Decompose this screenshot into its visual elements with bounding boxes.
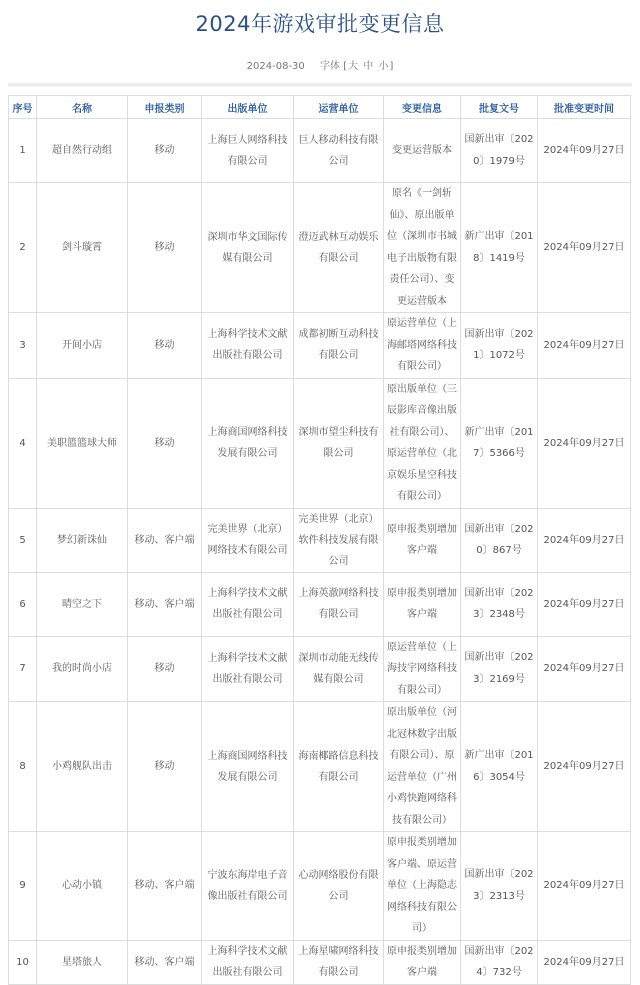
cell-change-info: 原申报类别增加客户端 bbox=[384, 940, 461, 984]
cell-category: 移动、客户端 bbox=[128, 940, 202, 984]
cell-approval-no: 国新出审〔2020〕867号 bbox=[461, 508, 538, 572]
cell-publisher: 上海科学技术文献出版社有限公司 bbox=[202, 572, 294, 636]
font-size-label: 字体 bbox=[319, 61, 340, 72]
cell-publisher: 上海巨人网络科技有限公司 bbox=[202, 119, 294, 183]
cell-name: 晴空之下 bbox=[37, 572, 128, 636]
bracket-close: ] bbox=[389, 61, 394, 72]
publish-date: 2024-08-30 bbox=[246, 61, 305, 72]
cell-approval-no: 国新出审〔2023〕2348号 bbox=[461, 572, 538, 636]
cell-no: 2 bbox=[9, 183, 37, 313]
cell-approval-no: 新广出审〔2016〕3054号 bbox=[461, 702, 538, 832]
header-no: 序号 bbox=[9, 96, 37, 119]
cell-approval-date: 2024年09月27日 bbox=[538, 508, 631, 572]
cell-change-info: 原申报类别增加客户端 bbox=[384, 508, 461, 572]
cell-approval-date: 2024年09月27日 bbox=[538, 313, 631, 379]
font-size-switcher bbox=[320, 61, 393, 72]
cell-name: 梦幻新诛仙 bbox=[37, 508, 128, 572]
cell-no: 7 bbox=[9, 636, 37, 702]
cell-category: 移动 bbox=[128, 702, 202, 832]
cell-approval-no: 国新出审〔2021〕1072号 bbox=[461, 313, 538, 379]
cell-category: 移动、客户端 bbox=[128, 832, 202, 941]
cell-operator: 完美世界（北京）软件科技发展有限公司 bbox=[294, 508, 384, 572]
cell-category: 移动 bbox=[128, 183, 202, 313]
header-operator: 运营单位 bbox=[294, 96, 384, 119]
page-title: 2024年游戏审批变更信息 bbox=[195, 12, 445, 36]
cell-publisher: 上海科学技术文献出版社有限公司 bbox=[202, 313, 294, 379]
cell-no: 8 bbox=[9, 702, 37, 832]
cell-operator: 澄迈武林互动娱乐有限公司 bbox=[294, 183, 384, 313]
cell-operator: 成都初断互动科技有限公司 bbox=[294, 313, 384, 379]
font-size-small-link[interactable]: 小 bbox=[378, 61, 389, 72]
divider bbox=[8, 83, 632, 87]
header-name: 名称 bbox=[37, 96, 128, 119]
cell-publisher: 上海商国网络科技发展有限公司 bbox=[202, 378, 294, 508]
approval-change-table bbox=[8, 95, 631, 985]
header-publisher: 出版单位 bbox=[202, 96, 294, 119]
cell-approval-date: 2024年09月27日 bbox=[538, 378, 631, 508]
cell-name: 小鸡舰队出击 bbox=[37, 702, 128, 832]
cell-operator: 海南椰路信息科技有限公司 bbox=[294, 702, 384, 832]
cell-change-info: 原运营单位（上海技宇网络科技有限公司） bbox=[384, 636, 461, 702]
cell-approval-no: 国新出审〔2024〕732号 bbox=[461, 940, 538, 984]
cell-approval-date: 2024年09月27日 bbox=[538, 702, 631, 832]
cell-name: 心动小镇 bbox=[37, 832, 128, 941]
cell-approval-no: 国新出审〔2023〕2313号 bbox=[461, 832, 538, 941]
cell-category: 移动 bbox=[128, 313, 202, 379]
cell-approval-no: 国新出审〔2023〕2169号 bbox=[461, 636, 538, 702]
cell-publisher: 宁波东海岸电子音像出版社有限公司 bbox=[202, 832, 294, 941]
cell-category: 移动、客户端 bbox=[128, 572, 202, 636]
cell-publisher: 深圳市华文国际传媒有限公司 bbox=[202, 183, 294, 313]
cell-approval-date: 2024年09月27日 bbox=[538, 572, 631, 636]
table-row bbox=[9, 508, 631, 572]
cell-publisher: 上海科学技术文献出版社有限公司 bbox=[202, 940, 294, 984]
header-change-info: 变更信息 bbox=[384, 96, 461, 119]
cell-category: 移动 bbox=[128, 378, 202, 508]
table-row bbox=[9, 572, 631, 636]
table-row bbox=[9, 636, 631, 702]
cell-operator: 深圳市动能无线传媒有限公司 bbox=[294, 636, 384, 702]
bracket-open: [ bbox=[343, 61, 348, 72]
table-row bbox=[9, 702, 631, 832]
header-category: 申报类别 bbox=[128, 96, 202, 119]
cell-approval-no: 新广出审〔2017〕5366号 bbox=[461, 378, 538, 508]
cell-approval-date: 2024年09月27日 bbox=[538, 119, 631, 183]
cell-approval-no: 国新出审〔2020〕1979号 bbox=[461, 119, 538, 183]
cell-change-info: 原出版单位（三辰影库音像出版社有限公司）、原运营单位（北京娱乐星空科技有限公司） bbox=[384, 378, 461, 508]
cell-publisher: 上海科学技术文献出版社有限公司 bbox=[202, 636, 294, 702]
font-size-large-link[interactable]: 大 bbox=[348, 61, 359, 72]
cell-change-info: 变更运营版本 bbox=[384, 119, 461, 183]
cell-operator: 上海星啸网络科技有限公司 bbox=[294, 940, 384, 984]
cell-no: 9 bbox=[9, 832, 37, 941]
cell-name: 美职篮篮球大师 bbox=[37, 378, 128, 508]
cell-operator: 巨人移动科技有限公司 bbox=[294, 119, 384, 183]
cell-name: 星塔旅人 bbox=[37, 940, 128, 984]
cell-name: 超自然行动组 bbox=[37, 119, 128, 183]
table-row bbox=[9, 378, 631, 508]
header-approval-date: 批准变更时间 bbox=[538, 96, 631, 119]
cell-category: 移动、客户端 bbox=[128, 508, 202, 572]
cell-change-info: 原申报类别增加客户端、原运营单位（上海隐志网络科技有限公司） bbox=[384, 832, 461, 941]
cell-change-info: 原申报类别增加客户端 bbox=[384, 572, 461, 636]
cell-publisher: 上海商国网络科技发展有限公司 bbox=[202, 702, 294, 832]
cell-operator: 上海英澈网络科技有限公司 bbox=[294, 572, 384, 636]
cell-category: 移动 bbox=[128, 119, 202, 183]
cell-approval-date: 2024年09月27日 bbox=[538, 832, 631, 941]
cell-operator: 深圳市望尘科技有限公司 bbox=[294, 378, 384, 508]
cell-no: 1 bbox=[9, 119, 37, 183]
cell-category: 移动 bbox=[128, 636, 202, 702]
cell-name: 我的时尚小店 bbox=[37, 636, 128, 702]
cell-no: 3 bbox=[9, 313, 37, 379]
header-approval-no: 批复文号 bbox=[461, 96, 538, 119]
cell-no: 5 bbox=[9, 508, 37, 572]
cell-approval-date: 2024年09月27日 bbox=[538, 183, 631, 313]
cell-no: 6 bbox=[9, 572, 37, 636]
cell-no: 10 bbox=[9, 940, 37, 984]
cell-no: 4 bbox=[9, 378, 37, 508]
cell-name: 开间小店 bbox=[37, 313, 128, 379]
cell-approval-date: 2024年09月27日 bbox=[538, 940, 631, 984]
table-row bbox=[9, 313, 631, 379]
cell-change-info: 原运营单位（上海邮塔网络科技有限公司） bbox=[384, 313, 461, 379]
font-size-medium-link[interactable]: 中 bbox=[363, 61, 374, 72]
cell-change-info: 原名《一剑斩仙》、原出版单位（深圳市书城电子出版物有限责任公司）、变更运营版本 bbox=[384, 183, 461, 313]
table-row bbox=[9, 183, 631, 313]
cell-approval-no: 新广出审〔2018〕1419号 bbox=[461, 183, 538, 313]
cell-operator: 心动网络股份有限公司 bbox=[294, 832, 384, 941]
article-meta bbox=[0, 60, 640, 74]
cell-change-info: 原出版单位（河北冠林数字出版有限公司）、原运营单位（广州小鸡快跑网络科技有限公司） bbox=[384, 702, 461, 832]
table-row bbox=[9, 832, 631, 941]
cell-name: 剑斗璇霄 bbox=[37, 183, 128, 313]
table-header-row bbox=[9, 96, 631, 119]
cell-approval-date: 2024年09月27日 bbox=[538, 636, 631, 702]
table-row bbox=[9, 119, 631, 183]
cell-publisher: 完美世界（北京）网络技术有限公司 bbox=[202, 508, 294, 572]
